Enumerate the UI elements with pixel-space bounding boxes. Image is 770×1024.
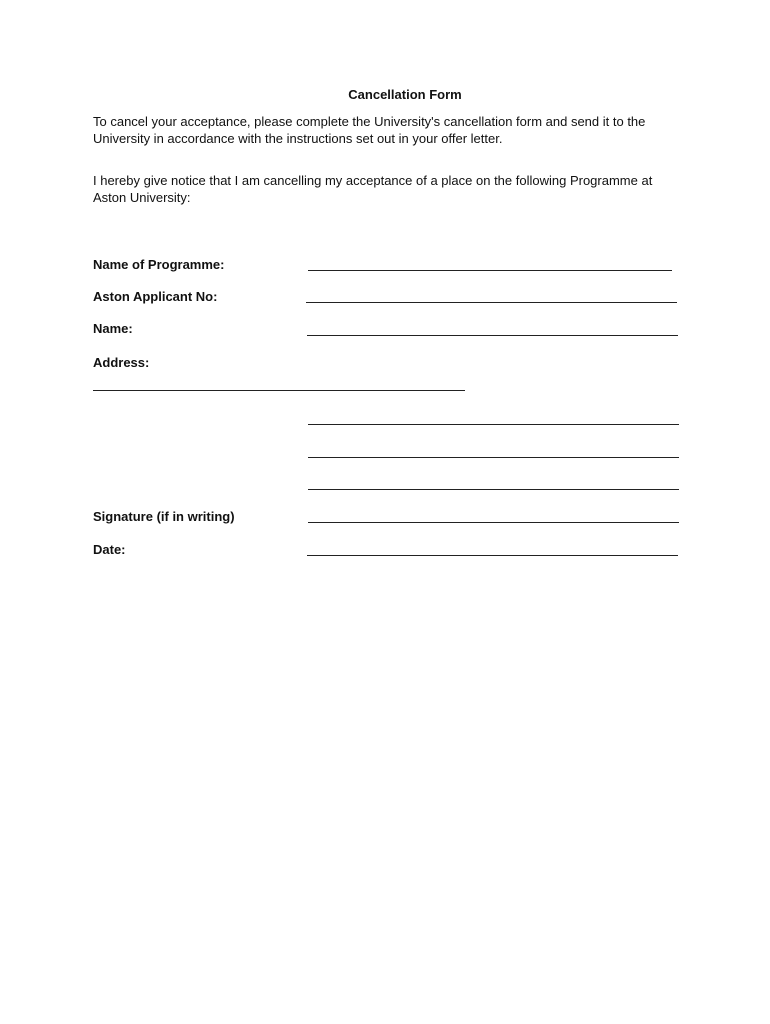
intro-paragraph: To cancel your acceptance, please complete the University's cancellation form and send it to the University in accordance with the instructions set out in your offer letter.: [93, 114, 646, 146]
address-line-2[interactable]: [308, 424, 679, 425]
signature-label: Signature (if in writing): [93, 509, 235, 524]
applicant-no-label: Aston Applicant No:: [93, 289, 218, 304]
applicant-no-field-line[interactable]: [306, 302, 677, 303]
programme-field-line[interactable]: [308, 270, 672, 271]
address-label: Address:: [93, 355, 150, 370]
address-line-1[interactable]: [93, 390, 465, 391]
date-label: Date:: [93, 542, 126, 557]
signature-field-line[interactable]: [308, 522, 679, 523]
name-field-line[interactable]: [307, 335, 678, 336]
name-label: Name:: [93, 321, 133, 336]
address-line-4[interactable]: [308, 489, 679, 490]
date-field-line[interactable]: [307, 555, 678, 556]
address-line-3[interactable]: [308, 457, 679, 458]
form-title: Cancellation Form: [348, 87, 462, 102]
notice-paragraph: I hereby give notice that I am cancelling my acceptance of a place on the following Programme at Aston University:: [93, 173, 653, 205]
programme-label: Name of Programme:: [93, 257, 225, 272]
